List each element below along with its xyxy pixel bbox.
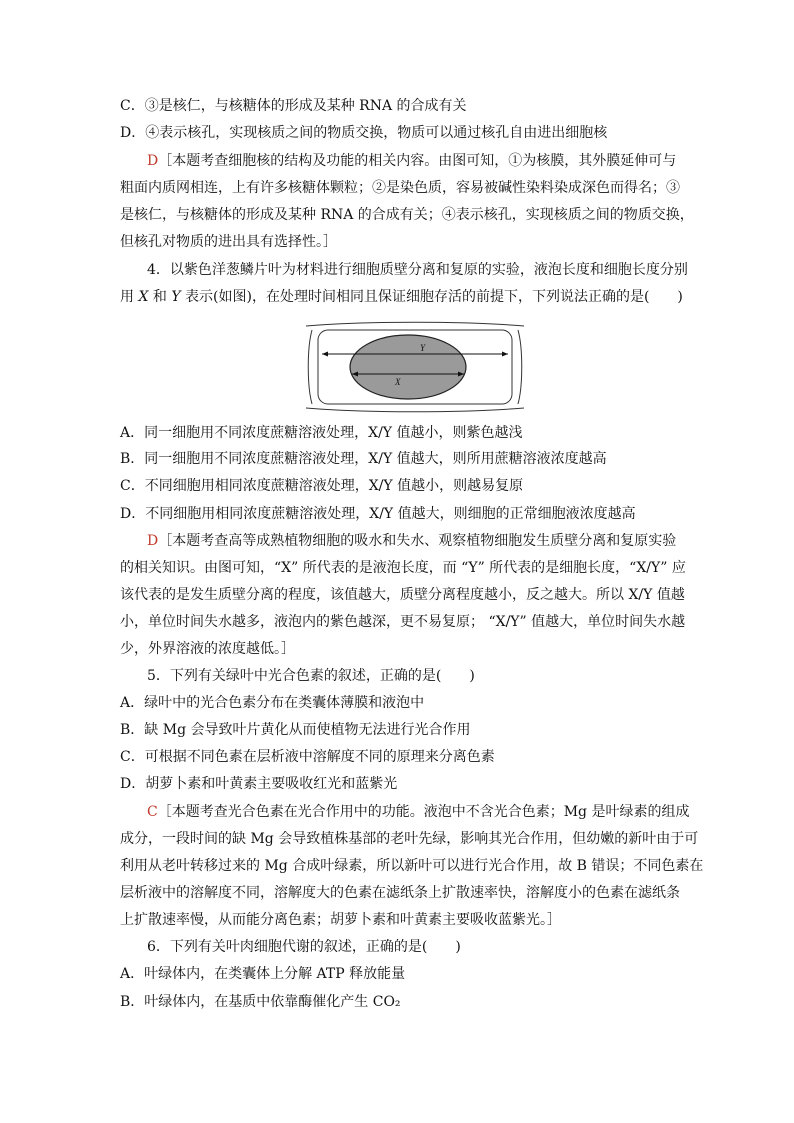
q5-answer-letter: C	[147, 804, 158, 820]
q4-explanation-line-5: 少，外界溶液的浓度越低。］	[120, 641, 295, 657]
q5-option-d: D．胡萝卜素和叶黄素主要吸收红光和蓝紫光	[120, 776, 398, 792]
q3-explanation-line-1: D［本题考查细胞核的结构及功能的相关内容。由图可知，①为核膜，其外膜延伸可与	[147, 153, 677, 169]
q6-stem: 6．下列有关叶肉细胞代谢的叙述，正确的是( )	[147, 939, 461, 955]
top-cell-wall	[306, 322, 524, 326]
q4-explanation-line-1: D［本题考查高等成熟植物细胞的吸水和失水、观察植物细胞发生质壁分离和复原实验	[147, 533, 677, 549]
q3-explanation-line-4: 但核孔对物质的进出具有选择性。］	[120, 234, 337, 250]
q5-option-a: A．绿叶中的光合色素分布在类囊体薄膜和液泡中	[120, 695, 425, 711]
q4-option-a: A．同一细胞用不同浓度蔗糖溶液处理，X/Y 值越小，则紫色越浅	[120, 425, 523, 441]
right-adjacent-cell	[518, 330, 522, 404]
q5-explanation-line-4: 层析液中的溶解度不同，溶解度大的色素在滤纸条上扩散速率快，溶解度小的色素在滤纸条	[120, 885, 680, 901]
vacuole	[350, 335, 466, 399]
q5-explanation-line-1: C［本题考查光合色素在光合作用中的功能。液泡中不含光合色素；Mg 是叶绿素的组成	[147, 804, 690, 820]
q4-explanation-line-2: 的相关知识。由图可知，“X” 所代表的是液泡长度，而 “Y” 所代表的是细胞长度，“X/Y” 应	[120, 560, 686, 576]
q4-explanation-line-4: 小，单位时间失水越多，液泡内的紫色越深，更不易复原； “X/Y” 值越大，单位时间失水越	[120, 614, 686, 630]
q5-explanation-line-2: 成分，一段时间的缺 Mg 会导致植株基部的老叶先绿，影响其光合作用，但幼嫩的新叶由于可	[120, 831, 699, 847]
q5-explanation-line-5: 上扩散速率慢，从而能分离色素；胡萝卜素和叶黄素主要吸收蓝紫光。］	[120, 912, 561, 928]
label-x: X	[395, 377, 401, 387]
q3-option-c: C．③是核仁，与核糖体的形成及某种 RNA 的合成有关	[120, 98, 467, 114]
q3-option-d: D．④表示核孔，实现核质之间的物质交换，物质可以通过核孔自由进出细胞核	[120, 125, 608, 141]
q3-explanation-line-2: 粗面内质网相连，上有许多核糖体颗粒；②是染色质，容易被碱性染料染成深色而得名；③	[120, 180, 680, 196]
q6-option-b: B．叶绿体内，在基质中依靠酶催化产生 CO₂	[120, 994, 401, 1010]
label-y: Y	[420, 343, 426, 353]
q5-option-b: B．缺 Mg 会导致叶片黄化从而使植物无法进行光合作用	[120, 722, 471, 738]
q4-option-d: D．不同细胞用相同浓度蔗糖溶液处理，X/Y 值越大，则细胞的正常细胞液浓度越高	[120, 506, 636, 522]
arrowhead-right-icon	[502, 352, 508, 357]
q5-stem: 5．下列有关绿叶中光合色素的叙述，正确的是( )	[147, 668, 475, 684]
q3-explanation-line-3: 是核仁，与核糖体的形成及某种 RNA 的合成有关；④表示核孔，实现核质之间的物质交换，	[120, 207, 694, 223]
q3-answer-letter: D	[147, 153, 159, 169]
bottom-cell-wall	[306, 408, 524, 412]
q4-option-b: B．同一细胞用不同浓度蔗糖溶液处理，X/Y 值越大，则所用蔗糖溶液浓度越高	[120, 451, 607, 467]
q4-answer-letter: D	[147, 533, 159, 549]
q5-explanation-line-3: 利用从老叶转移过来的 Mg 合成叶绿素，所以新叶可以进行光合作用，故 B 错误；不同色素在	[120, 858, 704, 874]
left-adjacent-cell	[308, 330, 312, 404]
plant-cell-diagram	[304, 318, 526, 416]
q4-option-c: C．不同细胞用相同浓度蔗糖溶液处理，X/Y 值越小，则越易复原	[120, 478, 524, 494]
q6-option-a: A．叶绿体内，在类囊体上分解 ATP 释放能量	[120, 966, 406, 982]
q4-stem-line-2: 用 X 和 Y 表示(如图)，在处理时间相同且保证细胞存活的前提下，下列说法正确的是( )	[120, 289, 683, 305]
q5-option-c: C．可根据不同色素在层析液中溶解度不同的原理来分离色素	[120, 749, 495, 765]
q4-stem-line-1: 4．以紫色洋葱鳞片叶为材料进行细胞质壁分离和复原的实验，液泡长度和细胞长度分别	[147, 262, 688, 278]
arrowhead-left-icon	[322, 352, 328, 357]
q4-explanation-line-3: 该代表的是发生质壁分离的程度，该值越大，质壁分离程度越小，反之越大。所以 X/Y 值越	[120, 587, 685, 603]
